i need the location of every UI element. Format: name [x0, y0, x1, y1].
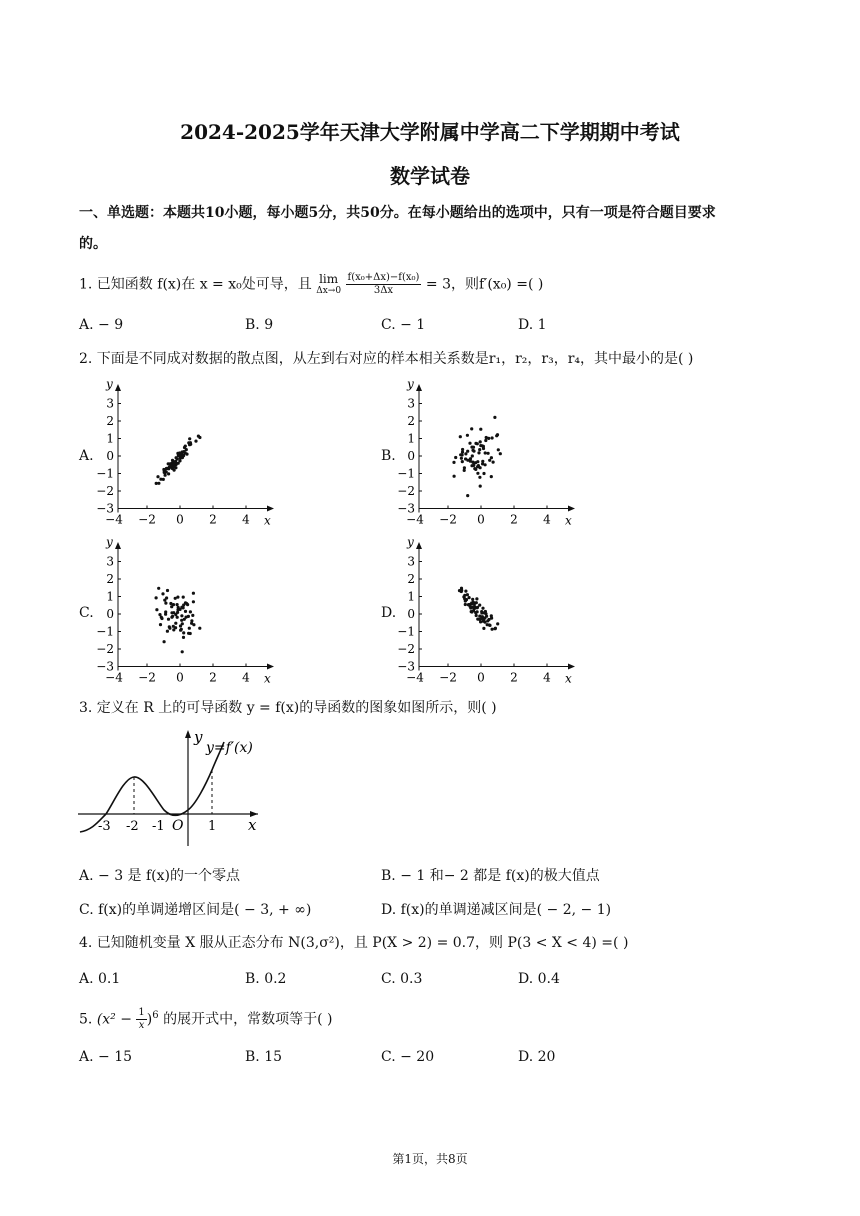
y-tick-label: −1 [397, 624, 415, 639]
q4-option-c: C. 0.3 [381, 971, 423, 987]
scatter-point [161, 592, 164, 595]
q5-fraction [136, 1007, 146, 1032]
q5-stem: 的展开式中，常数项等于( ) [163, 1011, 333, 1028]
y-tick-label: −3 [397, 659, 415, 674]
scatter-point [468, 596, 471, 599]
scatter-point [490, 617, 493, 620]
x-tick-label: 0 [477, 670, 485, 685]
y-tick-label: 2 [106, 414, 114, 428]
y-tick-label: −3 [96, 501, 114, 516]
q5-number: 5. [79, 1011, 93, 1028]
scatter-point [176, 603, 179, 606]
scatter-point [177, 462, 180, 465]
scatter-point [182, 596, 185, 599]
y-tick-label: 3 [407, 554, 415, 569]
y-tick-label: −3 [96, 659, 114, 674]
y-tick-label: 0 [106, 449, 114, 463]
scatter-point [499, 452, 502, 455]
y-tick-label: −1 [96, 466, 114, 481]
scatter-point [488, 459, 491, 462]
scatter-point [466, 434, 469, 437]
scatter-point [170, 605, 173, 608]
q2-label-a: A. [79, 448, 94, 464]
scatter-point [188, 437, 191, 440]
q1-stem-a: 1. 已知函数 f(x)在 x = x₀处可导，且 [79, 276, 312, 293]
scatter-point [182, 636, 185, 639]
q5-expr-close: ) [146, 1011, 153, 1028]
scatter-point [464, 590, 467, 593]
scatter-point [186, 603, 189, 606]
scatter-point [155, 596, 158, 599]
tick-neg1: -1 [152, 819, 165, 834]
scatter-point [482, 472, 485, 475]
x-tick-label: 4 [242, 670, 250, 685]
scatter-point [494, 627, 497, 630]
scatter-point [479, 440, 482, 443]
scatter-point [460, 589, 463, 592]
y-axis-label: y [106, 535, 113, 549]
scatter-point [188, 443, 191, 446]
q3-option-a: A. − 3 是 f(x)的一个零点 [79, 868, 240, 884]
q1-limit [316, 273, 341, 297]
q1-stem-b: = 3，则f′(x₀) =( ) [425, 276, 544, 293]
scatter-point [168, 627, 171, 630]
scatter-point [454, 456, 457, 459]
y-tick-label: 0 [407, 607, 415, 621]
scatter-point [463, 597, 466, 600]
scatter-point [180, 614, 183, 617]
scatter-point [166, 630, 169, 633]
y-tick-label: 3 [106, 554, 114, 569]
scatter-point [189, 610, 192, 613]
scatter-point [472, 450, 475, 453]
scatter-point [198, 627, 201, 630]
scatter-point [476, 472, 479, 475]
scatter-point [190, 619, 193, 622]
q3-option-d: D. f(x)的单调递减区间是( − 2, − 1) [381, 902, 612, 918]
scatter-point [187, 632, 190, 635]
x-tick-label: 2 [209, 670, 217, 685]
scatter-plot-a [92, 376, 282, 528]
x-tick-label: 4 [242, 512, 250, 527]
q1-lim-sub: Δx→0 [316, 285, 342, 296]
scatter-point [180, 628, 183, 631]
x-tick-label: −4 [406, 670, 424, 685]
x-tick-label: 0 [176, 670, 184, 685]
q5-frac-den: x [138, 1020, 145, 1032]
y-axis-arrow-icon [115, 542, 121, 549]
tick-neg2: -2 [126, 819, 139, 834]
scatter-point [192, 623, 195, 626]
q5-option-a: A. − 15 [79, 1049, 133, 1065]
x-tick-label: −4 [105, 670, 123, 685]
x-axis-label: x [565, 671, 572, 686]
y-tick-label: 0 [407, 449, 415, 463]
origin-label: O [172, 818, 184, 834]
scatter-point [182, 606, 185, 609]
scatter-point [470, 464, 473, 467]
scatter-point [472, 601, 475, 604]
scatter-point [470, 446, 473, 449]
scatter-point [479, 485, 482, 488]
scatter-point [179, 624, 182, 627]
q5-option-b: B. 15 [245, 1049, 283, 1065]
scatter-point [188, 627, 191, 630]
scatter-point [492, 461, 495, 464]
scatter-point [493, 416, 496, 419]
scatter-point [496, 433, 499, 436]
derivative-graph [74, 726, 274, 850]
scatter-point [163, 471, 166, 474]
scatter-point [185, 453, 188, 456]
scatter-point [485, 436, 488, 439]
q4-option-a: A. 0.1 [79, 971, 121, 987]
scatter-point [471, 454, 474, 457]
question-4: 4. 已知随机变量 X 服从正态分布 N(3,σ²)，且 P(X > 2) = 0.7，则 P(3 < X < 4) =( ) [79, 935, 629, 951]
scatter-point [171, 615, 174, 618]
q5-option-c: C. − 20 [381, 1049, 435, 1065]
scatter-point [474, 442, 477, 445]
scatter-point [163, 599, 166, 602]
scatter-point [491, 436, 494, 439]
scatter-point [187, 615, 190, 618]
x-tick-label: 0 [477, 512, 485, 527]
scatter-point [478, 615, 481, 618]
scatter-point [480, 611, 483, 614]
y-tick-label: 0 [106, 607, 114, 621]
scatter-point [192, 600, 195, 603]
q3-option-c: C. f(x)的单调递增区间是( − 3, + ∞) [79, 902, 312, 918]
x-axis-label: x [264, 671, 271, 686]
scatter-point [159, 623, 162, 626]
scatter-point [469, 457, 472, 460]
scatter-point [463, 594, 466, 597]
scatter-point [491, 628, 494, 631]
curve-label: y=f′(x) [206, 740, 253, 756]
scatter-point [496, 622, 499, 625]
q4-option-b: B. 0.2 [245, 971, 287, 987]
scatter-point [487, 452, 490, 455]
scatter-point [484, 439, 487, 442]
q2-label-c: C. [79, 605, 94, 621]
y-axis-label: y [106, 377, 113, 391]
y-tick-label: 3 [407, 396, 415, 411]
y-tick-label: 1 [106, 431, 114, 446]
y-axis-arrow-icon [115, 384, 121, 391]
x-axis-arrow-icon [267, 664, 274, 670]
y-tick-label: 1 [106, 589, 114, 604]
scatter-point [158, 613, 161, 616]
y-tick-label: 3 [106, 396, 114, 411]
x-tick-label: 0 [176, 512, 184, 527]
scatter-point [482, 627, 485, 630]
q2-label-b: B. [381, 448, 396, 464]
scatter-point [472, 461, 475, 464]
scatter-point [166, 589, 169, 592]
y-tick-label: −2 [397, 484, 415, 498]
scatter-point [470, 610, 473, 613]
scatter-point [452, 461, 455, 464]
q3-option-b: B. − 1 和− 2 都是 f(x)的极大值点 [381, 868, 600, 884]
scatter-point [167, 472, 170, 475]
scatter-point [470, 427, 473, 430]
scatter-point [164, 602, 167, 605]
section-header-cont: 的。 [79, 236, 107, 252]
scatter-point [157, 587, 160, 590]
y-tick-label: −1 [397, 466, 415, 481]
scatter-point [475, 597, 478, 600]
scatter-point [479, 428, 482, 431]
x-axis-label: x [565, 513, 572, 528]
scatter-point [460, 457, 463, 460]
scatter-point [497, 448, 500, 451]
y-tick-label: 2 [407, 572, 415, 586]
scatter-point [468, 442, 471, 445]
section-header: 一、单选题：本题共10小题，每小题5分，共50分。在每小题给出的选项中，只有一项是符合题目要求 [79, 205, 716, 221]
scatter-point [486, 619, 489, 622]
scatter-point [469, 606, 472, 609]
scatter-point [463, 466, 466, 469]
question-1 [79, 272, 543, 297]
q1-frac-num: f(x₀+Δx)−f(x₀) [347, 272, 420, 283]
y-tick-label: 1 [407, 431, 415, 446]
scatter-point [174, 622, 177, 625]
x-tick-label: −2 [439, 670, 457, 685]
scatter-point [167, 618, 170, 621]
y-axis-arrow-icon [416, 384, 422, 391]
scatter-point [182, 631, 185, 634]
scatter-point [481, 617, 484, 620]
y-axis-arrow-icon [185, 730, 191, 738]
x-tick-label: 4 [543, 512, 551, 527]
scatter-point [478, 476, 481, 479]
scatter-point [464, 603, 467, 606]
y-axis-label: y [407, 535, 414, 549]
scatter-point [167, 462, 170, 465]
q1-option-b: B. 9 [245, 317, 274, 333]
scatter-point [459, 435, 462, 438]
scatter-point [474, 611, 477, 614]
scatter-point [163, 640, 166, 643]
scatter-point [479, 444, 482, 447]
y-axis-arrow-icon [416, 542, 422, 549]
scatter-point [173, 469, 176, 472]
scatter-point [466, 494, 469, 497]
x-tick-label: −4 [406, 512, 424, 527]
x-axis-label: x [264, 513, 271, 528]
y-tick-label: 2 [106, 572, 114, 586]
scatter-point [488, 624, 491, 627]
x-tick-label: 2 [209, 512, 217, 527]
page-title: 2024-2025学年天津大学附属中学高二下学期期中考试 [180, 120, 680, 144]
scatter-point [477, 464, 480, 467]
scatter-point [486, 623, 489, 626]
x-tick-label: −2 [138, 670, 156, 685]
q1-fraction [346, 272, 422, 297]
scatter-point [176, 616, 179, 619]
scatter-point [481, 460, 484, 463]
x-axis-arrow-icon [568, 664, 575, 670]
y-tick-label: −3 [397, 501, 415, 516]
scatter-point [197, 435, 200, 438]
scatter-point [467, 603, 470, 606]
scatter-point [159, 478, 162, 481]
scatter-point [177, 454, 180, 457]
scatter-point [171, 459, 174, 462]
scatter-point [478, 618, 481, 621]
scatter-point [176, 596, 179, 599]
scatter-point [155, 608, 158, 611]
scatter-point [165, 467, 168, 470]
tick-1: 1 [208, 819, 217, 834]
q5-option-d: D. 20 [518, 1049, 556, 1065]
scatter-point [475, 614, 478, 617]
q1-option-d: D. 1 [518, 317, 547, 333]
q1-option-c: C. − 1 [381, 317, 426, 333]
scatter-plot-b [393, 376, 583, 528]
scatter-point [461, 460, 464, 463]
scatter-point [174, 613, 177, 616]
q1-lim-text: lim [319, 271, 339, 286]
scatter-point [164, 610, 167, 613]
scatter-plot-c [92, 534, 282, 686]
question-2: 2. 下面是不同成对数据的散点图，从左到右对应的样本相关系数是r₁，r₂，r₃，r₄，其中最小的是( ) [79, 351, 694, 367]
y-tick-label: −2 [96, 484, 114, 498]
q1-frac-den: 3Δx [373, 285, 394, 296]
y-axis-label: y [194, 728, 203, 746]
y-tick-label: 2 [407, 414, 415, 428]
scatter-point [169, 602, 172, 605]
q1-option-a: A. − 9 [79, 317, 124, 333]
page-subtitle: 数学试卷 [390, 164, 470, 188]
scatter-point [459, 453, 462, 456]
y-tick-label: −1 [96, 624, 114, 639]
scatter-point [461, 448, 464, 451]
q5-frac-num: 1 [138, 1007, 145, 1019]
x-axis-arrow-icon [568, 506, 575, 512]
scatter-point [155, 482, 158, 485]
scatter-point [484, 451, 487, 454]
x-tick-label: 2 [510, 512, 518, 527]
scatter-point [160, 617, 163, 620]
scatter-point [453, 475, 456, 478]
scatter-point [180, 456, 183, 459]
scatter-point [473, 607, 476, 610]
scatter-point [191, 614, 194, 617]
q5-power: 6 [152, 1010, 159, 1021]
y-tick-label: 1 [407, 589, 415, 604]
scatter-point [194, 440, 197, 443]
scatter-point [466, 450, 469, 453]
scatter-point [168, 465, 171, 468]
scatter-point [179, 452, 182, 455]
q4-option-d: D. 0.4 [518, 971, 560, 987]
scatter-point [170, 611, 173, 614]
scatter-point [478, 448, 481, 451]
scatter-point [192, 592, 195, 595]
page-footer: 第1页，共8页 [392, 1152, 468, 1166]
scatter-point [179, 608, 182, 611]
x-tick-label: 4 [543, 670, 551, 685]
scatter-point [471, 598, 474, 601]
scatter-point [474, 468, 477, 471]
scatter-point [156, 475, 159, 478]
scatter-point [184, 610, 187, 613]
x-tick-label: −2 [439, 512, 457, 527]
scatter-point [481, 607, 484, 610]
scatter-point [172, 628, 175, 631]
question-3: 3. 定义在 R 上的可导函数 y = f(x)的导函数的图象如图所示，则( ) [79, 700, 497, 716]
y-axis-label: y [407, 377, 414, 391]
q5-expr-open: (x² − [96, 1011, 132, 1028]
x-axis-label: x [248, 816, 257, 834]
scatter-point [477, 451, 480, 454]
scatter-point [174, 460, 177, 463]
x-axis-arrow-icon [267, 506, 274, 512]
scatter-point [464, 452, 467, 455]
x-tick-label: −2 [138, 512, 156, 527]
q2-label-d: D. [381, 605, 397, 621]
scatter-point [181, 650, 184, 653]
scatter-point [476, 460, 479, 463]
scatter-plot-d [393, 534, 583, 686]
tick-neg3: -3 [98, 819, 111, 834]
y-tick-label: −2 [96, 642, 114, 656]
scatter-point [173, 463, 176, 466]
y-tick-label: −2 [397, 642, 415, 656]
question-5 [79, 1006, 332, 1032]
scatter-point [183, 618, 186, 621]
scatter-point [490, 475, 493, 478]
x-tick-label: 2 [510, 670, 518, 685]
scatter-point [183, 446, 186, 449]
x-tick-label: −4 [105, 512, 123, 527]
